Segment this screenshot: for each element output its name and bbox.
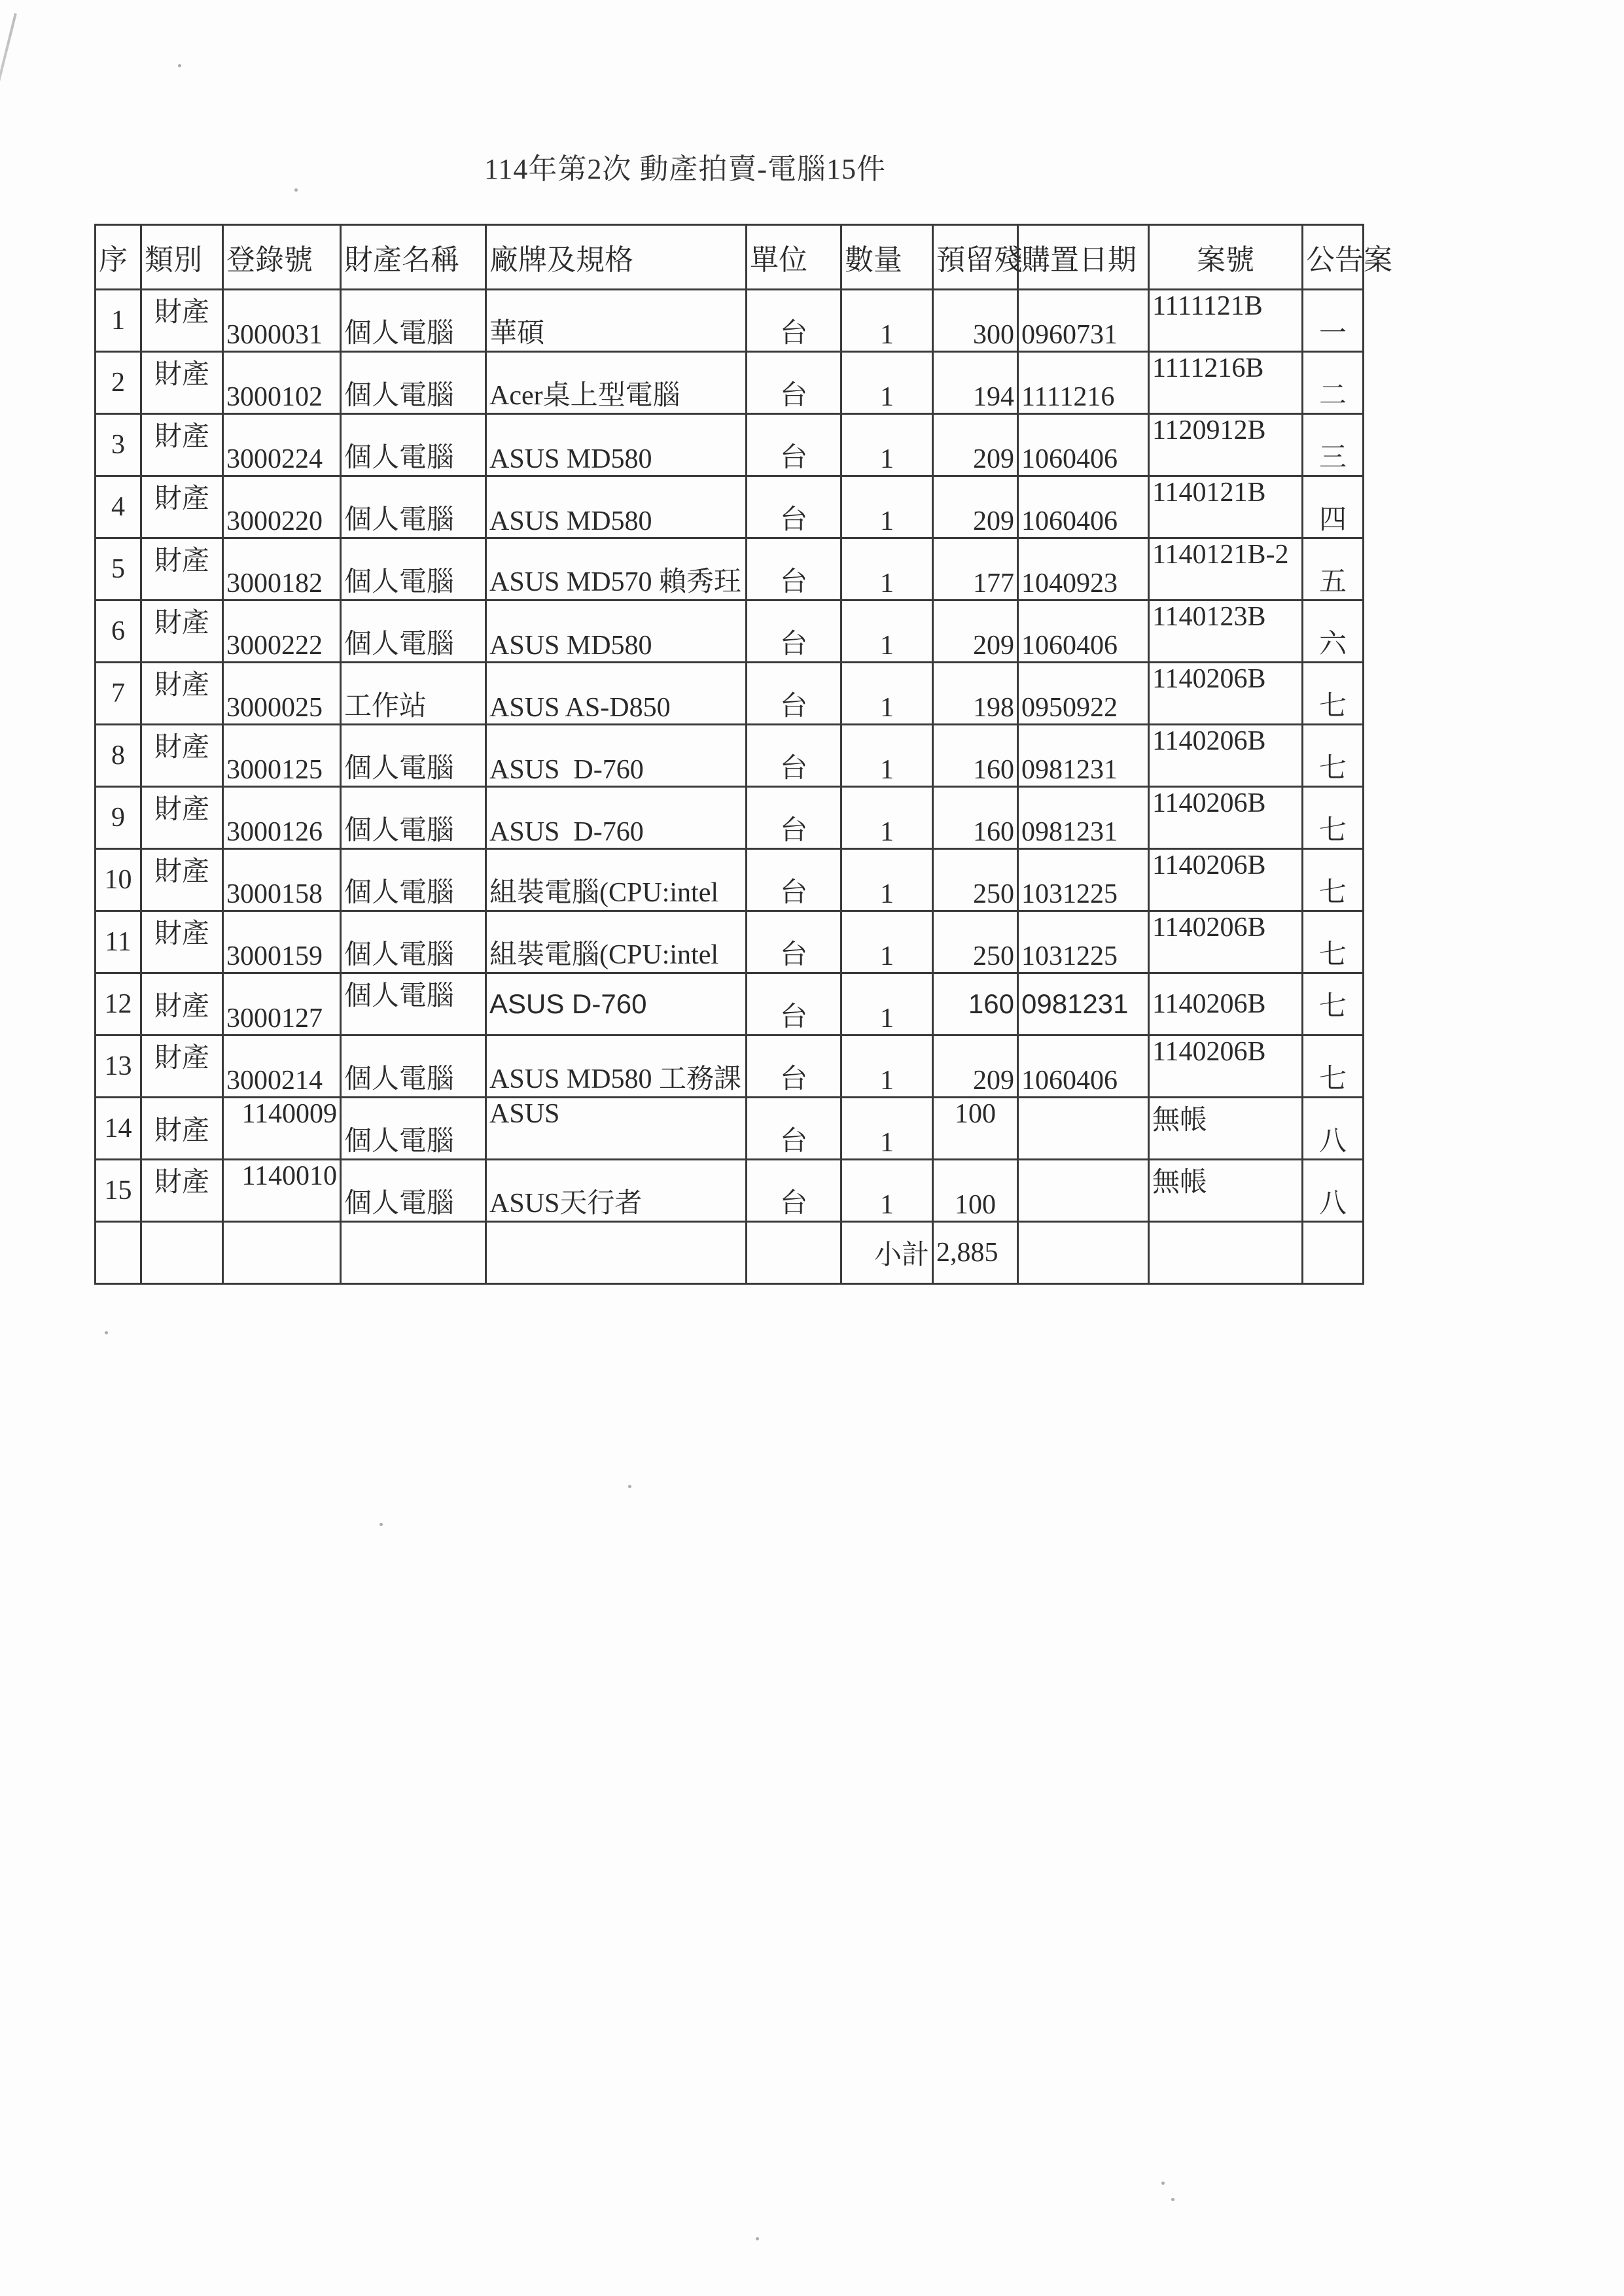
cell-purchase-date: 0960731 xyxy=(1018,290,1149,352)
cell-unit: 台 xyxy=(747,1160,841,1222)
cell-qty: 1 xyxy=(841,1035,933,1098)
cell-asset-name: 個人電腦 xyxy=(341,1098,486,1160)
cell-seq: 9 xyxy=(96,787,141,849)
cell-brand-spec: ASUS MD580 xyxy=(486,414,747,476)
cell-asset-name: 個人電腦 xyxy=(341,725,486,787)
cell-reserve: 194 xyxy=(933,352,1018,414)
cell-category: 財產 xyxy=(141,414,223,476)
cell-reserve: 250 xyxy=(933,911,1018,973)
cell-qty: 1 xyxy=(841,973,933,1035)
cell-case-no: 1140206B xyxy=(1149,911,1303,973)
cell-reserve: 160 xyxy=(933,725,1018,787)
scan-edge-mark xyxy=(0,13,17,153)
cell-reserve: 160 xyxy=(933,973,1018,1035)
cell-seq: 13 xyxy=(96,1035,141,1098)
empty-cell xyxy=(747,1222,841,1284)
cell-category: 財產 xyxy=(141,352,223,414)
subtotal-label: 小計 xyxy=(841,1222,933,1284)
cell-unit: 台 xyxy=(747,1035,841,1098)
cell-qty: 1 xyxy=(841,600,933,663)
header-reserve: 預留殘 xyxy=(933,225,1018,290)
subtotal-value: 2,885 xyxy=(933,1222,1018,1284)
table-row xyxy=(96,1160,1364,1222)
table-row xyxy=(96,352,1364,414)
cell-reg-no: 3000224 xyxy=(223,414,341,476)
cell-reg-no: 1140009 xyxy=(223,1098,341,1160)
cell-case-no: 1111121B xyxy=(1149,290,1303,352)
cell-category: 財產 xyxy=(141,476,223,538)
cell-asset-name: 個人電腦 xyxy=(341,476,486,538)
cell-case-no: 1140206B xyxy=(1149,973,1303,1035)
scan-speck xyxy=(380,1523,383,1526)
header-notice: 公告案 xyxy=(1303,225,1364,290)
cell-case-no: 1140206B xyxy=(1149,663,1303,725)
cell-qty: 1 xyxy=(841,849,933,911)
cell-case-no: 無帳 xyxy=(1149,1098,1303,1160)
cell-purchase-date xyxy=(1018,1098,1149,1160)
cell-category: 財產 xyxy=(141,1098,223,1160)
cell-seq: 12 xyxy=(96,973,141,1035)
cell-reg-no: 3000182 xyxy=(223,538,341,600)
empty-cell xyxy=(141,1222,223,1284)
cell-qty: 1 xyxy=(841,725,933,787)
cell-case-no: 1140206B xyxy=(1149,849,1303,911)
cell-reserve: 250 xyxy=(933,849,1018,911)
auction-items-table xyxy=(94,224,1392,1285)
cell-seq: 11 xyxy=(96,911,141,973)
cell-brand-spec: ASUS D-760 xyxy=(486,787,747,849)
empty-cell xyxy=(341,1222,486,1284)
cell-brand-spec: ASUS AS-D850 xyxy=(486,663,747,725)
subtotal-row xyxy=(96,1222,1364,1284)
table-row xyxy=(96,725,1364,787)
cell-brand-spec: ASUS D-760 xyxy=(486,725,747,787)
table-row xyxy=(96,290,1364,352)
cell-purchase-date: 0981231 xyxy=(1018,787,1149,849)
cell-category: 財產 xyxy=(141,538,223,600)
cell-asset-name: 個人電腦 xyxy=(341,352,486,414)
cell-unit: 台 xyxy=(747,600,841,663)
cell-notice: 四 xyxy=(1303,476,1364,538)
cell-notice: 五 xyxy=(1303,538,1364,600)
cell-brand-spec: ASUS天行者 xyxy=(486,1160,747,1222)
cell-purchase-date: 1060406 xyxy=(1018,1035,1149,1098)
cell-purchase-date: 0950922 xyxy=(1018,663,1149,725)
cell-reserve: 160 xyxy=(933,787,1018,849)
cell-qty: 1 xyxy=(841,290,933,352)
cell-reserve: 198 xyxy=(933,663,1018,725)
cell-brand-spec: Acer桌上型電腦 xyxy=(486,352,747,414)
cell-reg-no: 3000159 xyxy=(223,911,341,973)
cell-reg-no: 3000220 xyxy=(223,476,341,538)
cell-purchase-date: 0981231 xyxy=(1018,725,1149,787)
cell-seq: 2 xyxy=(96,352,141,414)
cell-asset-name: 工作站 xyxy=(341,663,486,725)
cell-seq: 14 xyxy=(96,1098,141,1160)
table-row xyxy=(96,973,1364,1035)
cell-reg-no: 1140010 xyxy=(223,1160,341,1222)
cell-qty: 1 xyxy=(841,787,933,849)
cell-qty: 1 xyxy=(841,1160,933,1222)
table-row xyxy=(96,787,1364,849)
cell-reg-no: 3000222 xyxy=(223,600,341,663)
cell-reg-no: 3000025 xyxy=(223,663,341,725)
cell-reserve: 100 xyxy=(933,1098,1018,1160)
cell-case-no: 無帳 xyxy=(1149,1160,1303,1222)
cell-purchase-date: 1111216 xyxy=(1018,352,1149,414)
cell-brand-spec: ASUS MD580 xyxy=(486,476,747,538)
cell-purchase-date: 1060406 xyxy=(1018,414,1149,476)
cell-notice: 二 xyxy=(1303,352,1364,414)
cell-case-no: 1140121B-2 xyxy=(1149,538,1303,600)
cell-notice: 七 xyxy=(1303,1035,1364,1098)
cell-purchase-date: 1031225 xyxy=(1018,911,1149,973)
cell-category: 財產 xyxy=(141,600,223,663)
cell-case-no: 1140206B xyxy=(1149,725,1303,787)
cell-brand-spec: ASUS D-760 xyxy=(486,973,747,1035)
cell-category: 財產 xyxy=(141,1160,223,1222)
cell-category: 財產 xyxy=(141,1035,223,1098)
cell-unit: 台 xyxy=(747,414,841,476)
cell-qty: 1 xyxy=(841,1098,933,1160)
cell-unit: 台 xyxy=(747,290,841,352)
cell-asset-name: 個人電腦 xyxy=(341,1035,486,1098)
empty-cell xyxy=(223,1222,341,1284)
cell-seq: 7 xyxy=(96,663,141,725)
cell-reg-no: 3000125 xyxy=(223,725,341,787)
scan-speck xyxy=(756,2237,759,2240)
cell-notice: 一 xyxy=(1303,290,1364,352)
header-case-no: 案號 xyxy=(1149,225,1303,290)
cell-brand-spec: 組裝電腦(CPU:intel xyxy=(486,911,747,973)
cell-unit: 台 xyxy=(747,973,841,1035)
cell-asset-name: 個人電腦 xyxy=(341,414,486,476)
cell-qty: 1 xyxy=(841,476,933,538)
cell-purchase-date: 1060406 xyxy=(1018,476,1149,538)
cell-seq: 8 xyxy=(96,725,141,787)
table-header-row xyxy=(96,225,1364,290)
table-row xyxy=(96,600,1364,663)
cell-brand-spec: ASUS xyxy=(486,1098,747,1160)
table-row xyxy=(96,476,1364,538)
cell-purchase-date: 1060406 xyxy=(1018,600,1149,663)
cell-seq: 1 xyxy=(96,290,141,352)
cell-seq: 6 xyxy=(96,600,141,663)
cell-brand-spec: 華碩 xyxy=(486,290,747,352)
cell-qty: 1 xyxy=(841,911,933,973)
table-row xyxy=(96,414,1364,476)
header-qty: 數量 xyxy=(841,225,933,290)
cell-asset-name: 個人電腦 xyxy=(341,1160,486,1222)
cell-brand-spec: ASUS MD570 賴秀玨 xyxy=(486,538,747,600)
cell-category: 財產 xyxy=(141,849,223,911)
cell-seq: 5 xyxy=(96,538,141,600)
cell-unit: 台 xyxy=(747,352,841,414)
cell-notice: 七 xyxy=(1303,663,1364,725)
cell-notice: 七 xyxy=(1303,849,1364,911)
cell-qty: 1 xyxy=(841,663,933,725)
cell-reserve: 100 xyxy=(933,1160,1018,1222)
cell-category: 財產 xyxy=(141,725,223,787)
scan-speck xyxy=(294,188,298,192)
cell-purchase-date: 1040923 xyxy=(1018,538,1149,600)
header-asset-name: 財產名稱 xyxy=(341,225,486,290)
table-row xyxy=(96,538,1364,600)
cell-asset-name: 個人電腦 xyxy=(341,600,486,663)
cell-seq: 15 xyxy=(96,1160,141,1222)
table-row xyxy=(96,911,1364,973)
cell-qty: 1 xyxy=(841,538,933,600)
cell-unit: 台 xyxy=(747,849,841,911)
cell-purchase-date: 1031225 xyxy=(1018,849,1149,911)
cell-brand-spec: ASUS MD580 xyxy=(486,600,747,663)
cell-qty: 1 xyxy=(841,352,933,414)
cell-notice: 七 xyxy=(1303,725,1364,787)
table-row xyxy=(96,1098,1364,1160)
cell-brand-spec: ASUS MD580 工務課 xyxy=(486,1035,747,1098)
cell-reserve: 209 xyxy=(933,600,1018,663)
cell-reserve: 300 xyxy=(933,290,1018,352)
empty-cell xyxy=(1018,1222,1149,1284)
cell-category: 財產 xyxy=(141,973,223,1035)
cell-notice: 七 xyxy=(1303,911,1364,973)
empty-cell xyxy=(1303,1222,1364,1284)
cell-seq: 10 xyxy=(96,849,141,911)
cell-unit: 台 xyxy=(747,538,841,600)
cell-category: 財產 xyxy=(141,290,223,352)
cell-reg-no: 3000214 xyxy=(223,1035,341,1098)
cell-reserve: 177 xyxy=(933,538,1018,600)
empty-cell xyxy=(486,1222,747,1284)
cell-case-no: 1111216B xyxy=(1149,352,1303,414)
cell-seq: 3 xyxy=(96,414,141,476)
cell-notice: 七 xyxy=(1303,973,1364,1035)
cell-asset-name: 個人電腦 xyxy=(341,538,486,600)
cell-notice: 七 xyxy=(1303,787,1364,849)
cell-case-no: 1140121B xyxy=(1149,476,1303,538)
table-row xyxy=(96,1035,1364,1098)
document-title: 114年第2次 動產拍賣-電腦15件 xyxy=(484,153,887,185)
cell-purchase-date xyxy=(1018,1160,1149,1222)
header-unit: 單位 xyxy=(747,225,841,290)
scan-speck xyxy=(178,64,181,67)
cell-notice: 六 xyxy=(1303,600,1364,663)
cell-notice: 三 xyxy=(1303,414,1364,476)
cell-unit: 台 xyxy=(747,1098,841,1160)
cell-asset-name: 個人電腦 xyxy=(341,911,486,973)
cell-case-no: 1140206B xyxy=(1149,787,1303,849)
cell-reserve: 209 xyxy=(933,414,1018,476)
cell-asset-name: 個人電腦 xyxy=(341,290,486,352)
cell-notice: 八 xyxy=(1303,1098,1364,1160)
cell-unit: 台 xyxy=(747,911,841,973)
cell-brand-spec: 組裝電腦(CPU:intel xyxy=(486,849,747,911)
header-seq: 序 xyxy=(96,225,141,290)
cell-asset-name: 個人電腦 xyxy=(341,849,486,911)
empty-cell xyxy=(1149,1222,1303,1284)
header-category: 類別 xyxy=(141,225,223,290)
cell-category: 財產 xyxy=(141,787,223,849)
scan-speck xyxy=(105,1331,108,1334)
cell-notice: 八 xyxy=(1303,1160,1364,1222)
cell-reserve: 209 xyxy=(933,1035,1018,1098)
cell-asset-name: 個人電腦 xyxy=(341,787,486,849)
cell-unit: 台 xyxy=(747,787,841,849)
cell-case-no: 1120912B xyxy=(1149,414,1303,476)
cell-reg-no: 3000031 xyxy=(223,290,341,352)
empty-cell xyxy=(96,1222,141,1284)
cell-reserve: 209 xyxy=(933,476,1018,538)
scan-speck xyxy=(1161,2182,1165,2185)
header-reg-no: 登錄號 xyxy=(223,225,341,290)
cell-reg-no: 3000158 xyxy=(223,849,341,911)
cell-case-no: 1140123B xyxy=(1149,600,1303,663)
scan-speck xyxy=(628,1485,631,1488)
cell-unit: 台 xyxy=(747,663,841,725)
cell-unit: 台 xyxy=(747,476,841,538)
cell-unit: 台 xyxy=(747,725,841,787)
header-purchase-date: 購置日期 xyxy=(1018,225,1149,290)
table-row xyxy=(96,849,1364,911)
cell-category: 財產 xyxy=(141,911,223,973)
header-brand-spec: 廠牌及規格 xyxy=(486,225,747,290)
cell-qty: 1 xyxy=(841,414,933,476)
cell-reg-no: 3000126 xyxy=(223,787,341,849)
scan-speck xyxy=(1171,2198,1174,2201)
cell-purchase-date: 0981231 xyxy=(1018,973,1149,1035)
cell-reg-no: 3000102 xyxy=(223,352,341,414)
cell-seq: 4 xyxy=(96,476,141,538)
cell-reg-no: 3000127 xyxy=(223,973,341,1035)
cell-category: 財產 xyxy=(141,663,223,725)
table-row xyxy=(96,663,1364,725)
cell-case-no: 1140206B xyxy=(1149,1035,1303,1098)
cell-asset-name: 個人電腦 xyxy=(341,973,486,1035)
